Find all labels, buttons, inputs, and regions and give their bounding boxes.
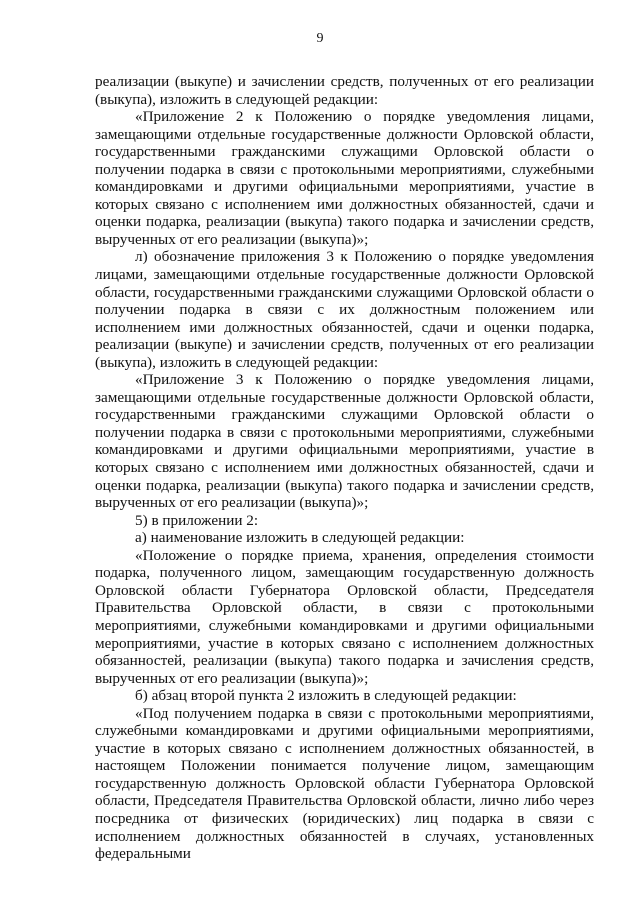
paragraph-continuation: реализации (выкупе) и зачислении средств, полученных от его реализации (выкупа), изложить в следующей редакции: bbox=[95, 73, 594, 108]
paragraph-quote-regulation-title: «Положение о порядке приема, хранения, определения стоимости подарка, полученного лицом, замещающим государственную должность Орловской области Губернатора Орловской области, Председателя Правительства Орловской области, в связи с протокольными мероприятиями, служебными командировками и другими официальными мероприятиями, участие в которых связано с исполнением должностных обязанностей, реализации (выкупа) такого подарка и зачисления средств, вырученных от его реализации (выкупа)»; bbox=[95, 546, 594, 687]
paragraph-item-b: б) абзац второй пункта 2 изложить в следующей редакции: bbox=[135, 687, 517, 705]
paragraph-quote-gift-definition: «Под получением подарка в связи с протокольными мероприятиями, служебными командировками и другими официальными мероприятиями, участие в которых связано с исполнением должностных обязанностей, в настоящем Положении понимается получение лицом, замещающим государственную должность Орловской области Губернатора Орловской области, Председателя Правительства Орловской области, лично либо через посредника от физических (юридических) лиц подарка в связи с исполнением должностных обязанностей в случаях, установленных федеральными bbox=[95, 704, 594, 863]
document-body bbox=[95, 73, 594, 863]
page-number: 9 bbox=[316, 31, 324, 46]
paragraph-item-a: а) наименование изложить в следующей редакции: bbox=[135, 529, 465, 547]
paragraph-item-5: 5) в приложении 2: bbox=[135, 511, 259, 529]
paragraph-quote-appendix-2: «Приложение 2 к Положению о порядке уведомления лицами, замещающими отдельные государственные должности Орловской области, государственными гражданскими служащими Орловской области о получении подарка в связи с протокольными мероприятиями, служебными командировками и другими официальными мероприятиями, участие в которых связано с исполнением ими должностных обязанностей, сдачи и оценки подарка, реализации (выкупа) такого подарка и зачислении средств, вырученных от его реализации (выкупа)»; bbox=[95, 108, 594, 248]
paragraph-quote-appendix-3: «Приложение 3 к Положению о порядке уведомления лицами, замещающими отдельные государственные должности Орловской области, государственными гражданскими служащими Орловской области о получении подарка в связи с протокольными мероприятиями, служебными командировками и другими официальными мероприятиями, участие в которых связано с исполнением ими должностных обязанностей, сдачи и оценки подарка, реализации (выкупа) такого подарка и зачислении средств, вырученных от его реализации (выкупа)»; bbox=[95, 371, 594, 512]
paragraph-item-l: л) обозначение приложения 3 к Положению о порядке уведомления лицами, замещающими отдельные государственные должности Орловской области, государственными гражданскими служащими Орловской области о получении подарка в связи с их должностным положением или исполнением ими должностных обязанностей, сдачи и оценки подарка, реализации (выкупе) и зачислении средств, полученных от его реализации (выкупа), изложить в следующей редакции: bbox=[95, 248, 594, 371]
